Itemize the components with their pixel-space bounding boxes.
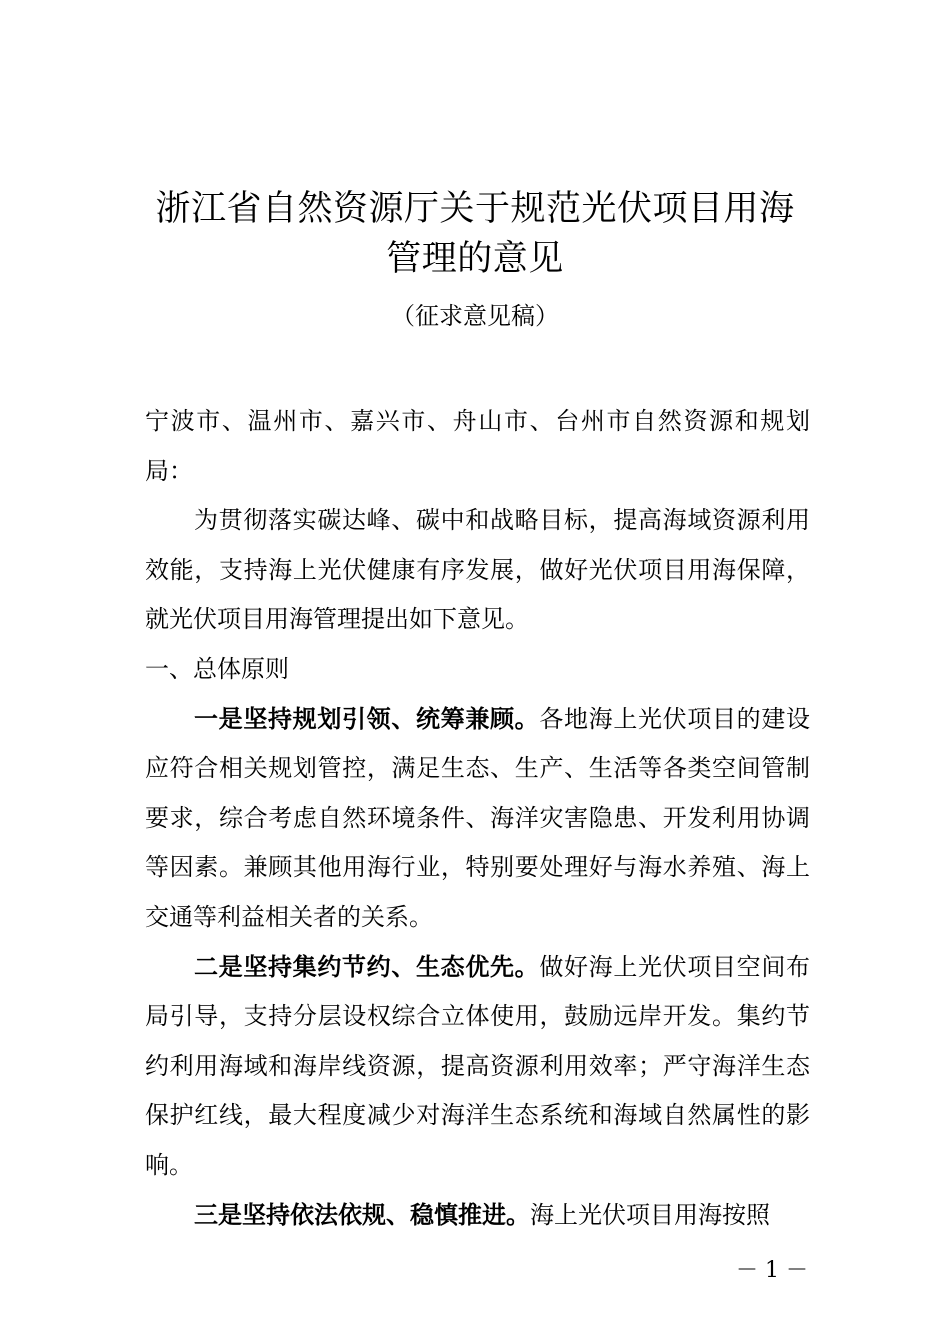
document-body [145,397,810,1240]
principle-1-text: 各地海上光伏项目的建设应符合相关规划管控，满足生态、生产、生活等各类空间管制要求，综合考虑自然环境条件、海洋灾害隐患、开发利用协调等因素。兼顾其他用海行业，特别要处理好与海水养殖、海上交通等利益相关者的关系。 [145,704,811,931]
document-subtitle: （征求意见稿） [391,302,559,330]
section-heading: 一、总体原则 [145,654,289,683]
document-title-line2: 管理的意见 [386,239,564,279]
page-number: － 1 － [736,1258,808,1283]
principle-2-text: 做好海上光伏项目空间布局引导，支持分层设权综合立体使用，鼓励远岸开发。集约节约利用海域和海岸线资源，提高资源利用效率；严守海洋生态保护红线，最大程度减少对海洋生态系统和海域自然属性的影响。 [145,952,811,1179]
principle-paragraph-3 [145,1191,810,1241]
document-title-line1: 浙江省自然资源厅关于规范光伏项目用海 [155,189,795,229]
principle-2-lead: 二是坚持集约节约、生态优先。 [194,952,540,981]
principle-3-lead: 三是坚持依法依规、稳慎推进。 [194,1200,530,1229]
addressee: 宁波市、温州市、嘉兴市、舟山市、台州市自然资源和规划局： [145,407,810,485]
principle-1-lead: 一是坚持规划引领、统筹兼顾。 [194,704,540,733]
principle-3-text: 海上光伏项目用海按照 [530,1200,770,1229]
principle-paragraph-1 [145,695,810,943]
intro-paragraph: 为贯彻落实碳达峰、碳中和战略目标，提高海域资源利用效能，支持海上光伏健康有序发展，做好光伏项目用海保障，就光伏项目用海管理提出如下意见。 [145,506,810,634]
principle-paragraph-2 [145,943,810,1191]
